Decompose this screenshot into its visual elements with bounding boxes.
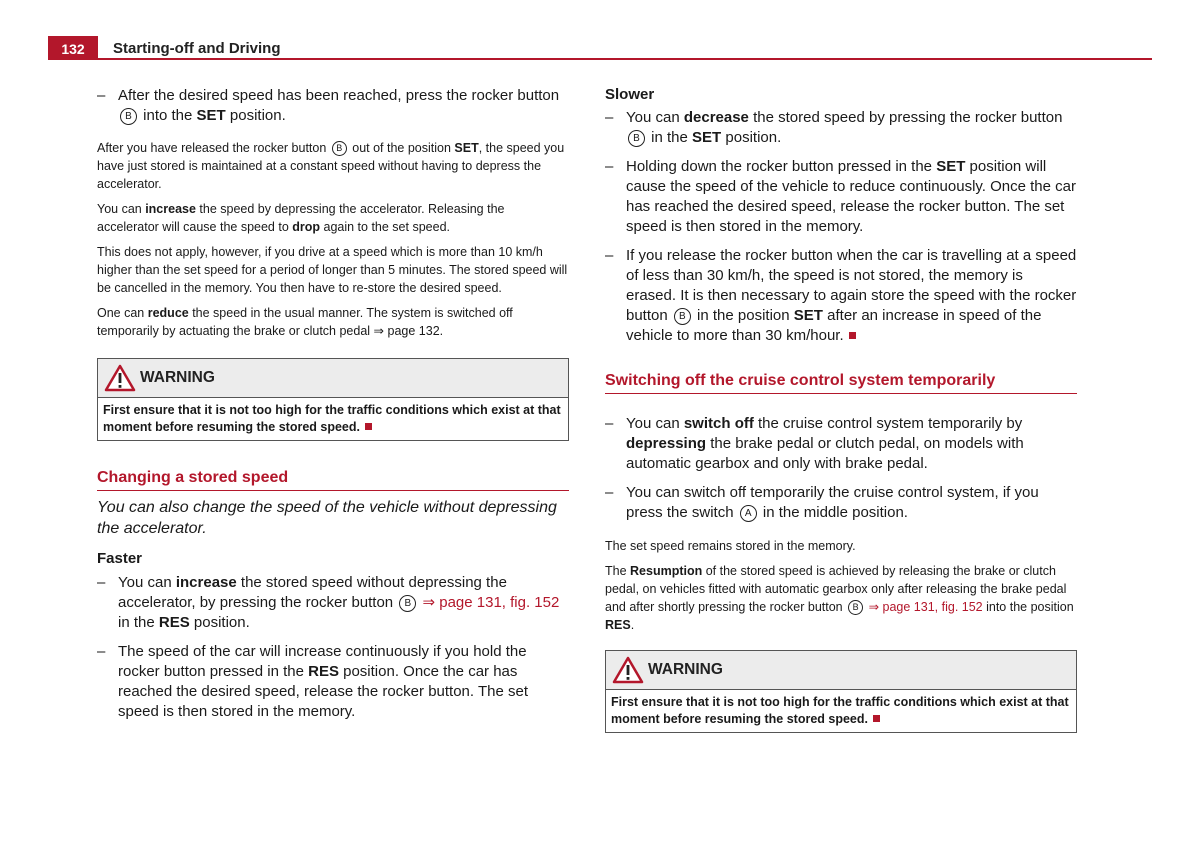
- end-marker-icon: [365, 423, 372, 430]
- warning-box: [605, 650, 1077, 733]
- end-marker-icon: [849, 332, 856, 339]
- warning-triangle-icon: [104, 364, 136, 392]
- list-item: – You can switch off the cruise control system temporarily by depressing the brake pedal or clutch pedal, on models with automatic gearbox and only with brake pedal.: [605, 415, 1024, 472]
- page-header: [48, 36, 1152, 60]
- warning-title: WARNING: [140, 369, 215, 386]
- left-column: [97, 86, 569, 731]
- button-b-icon: B: [674, 308, 691, 325]
- button-b-icon: B: [628, 130, 645, 147]
- page-reference-link[interactable]: ⇒ page 131, fig. 152: [865, 600, 983, 614]
- section-heading: Switching off the cruise control system temporarily: [605, 372, 1077, 394]
- warning-triangle-icon: [612, 656, 644, 684]
- end-marker-icon: [873, 715, 880, 722]
- list-item: – You can increase the stored speed without depressing the accelerator, by pressing the rocker button B ⇒ page 131, fig. 152 in the RES position.: [97, 574, 560, 631]
- warning-header: [98, 359, 568, 398]
- paragraph: This does not apply, however, if you drive at a speed which is more than 10 km/h higher than the set speed for a period of longer than 5 minutes. The stored speed will be cancelled in the memory. You then have to re-store the desired speed.: [97, 245, 568, 295]
- chapter-title: Starting-off and Driving: [113, 40, 281, 57]
- warning-text: First ensure that it is not too high for the traffic conditions which exist at that moment before resuming the stored speed.: [103, 403, 561, 434]
- header-rule: [98, 58, 1152, 60]
- paragraph: One can reduce the speed in the usual manner. The system is switched off temporarily by actuating the brake or clutch pedal ⇒ page 132.: [97, 306, 513, 338]
- paragraph: The set speed remains stored in the memory.: [605, 539, 856, 553]
- paragraph: The Resumption of the stored speed is achieved by releasing the brake or clutch pedal, on vehicles fitted with automatic gearbox only after releasing the brake pedal and after shortly pressing the rocker button B ⇒ page 131, fig. 152 into the position RES.: [605, 564, 1074, 632]
- section-heading: Changing a stored speed: [97, 469, 569, 491]
- paragraph: You can increase the speed by depressing the accelerator. Releasing the accelerator will cause the speed to drop again to the set speed.: [97, 202, 505, 234]
- dash: –: [97, 87, 106, 104]
- paragraph: After you have released the rocker button B out of the position SET, the speed you have just stored is maintained at a constant speed without having to depress the accelerator.: [97, 141, 565, 191]
- list-item: – You can switch off temporarily the cruise control system, if you press the switch A in the middle position.: [605, 484, 1039, 521]
- list-item: – If you release the rocker button when the car is travelling at a speed of less than 30 km/h, the speed is not stored, the memory is erased. It is then necessary to again store the speed with the rocker button B in the position SET after an increase in speed of the vehicle to more than 30 km/hour.: [605, 247, 1077, 344]
- page-number: 132: [48, 36, 98, 60]
- section-intro: You can also change the speed of the vehicle without depressing the accelerator.: [97, 499, 557, 537]
- warning-text: First ensure that it is not too high for the traffic conditions which exist at that moment before resuming the stored speed.: [611, 695, 1069, 726]
- button-a-icon: A: [740, 505, 757, 522]
- button-b-icon: B: [399, 595, 416, 612]
- warning-header: [606, 651, 1076, 690]
- warning-box: [97, 358, 569, 441]
- list-item: – The speed of the car will increase continuously if you hold the rocker button pressed in the RES position. Once the car has reached the desired speed, release the rocker button. The set speed is then stored in the memory.: [97, 643, 528, 720]
- list-item: – After the desired speed has been reached, press the rocker button B into the SET position.: [97, 87, 560, 124]
- button-b-icon: B: [120, 108, 137, 125]
- subheading-faster: Faster: [97, 550, 143, 567]
- list-item: – Holding down the rocker button pressed in the SET position will cause the speed of the vehicle to reduce continuously. Once the car has reached the desired speed, release the rocker button. The set speed is then stored in the memory.: [605, 158, 1076, 235]
- button-b-icon: B: [848, 600, 863, 615]
- subheading-slower: Slower: [605, 86, 655, 103]
- warning-title: WARNING: [648, 661, 723, 678]
- right-column: [605, 86, 1077, 733]
- page-reference-link[interactable]: ⇒ page 131, fig. 152: [418, 594, 560, 611]
- list-item: – You can decrease the stored speed by pressing the rocker button B in the SET position.: [605, 109, 1063, 146]
- button-b-icon: B: [332, 141, 347, 156]
